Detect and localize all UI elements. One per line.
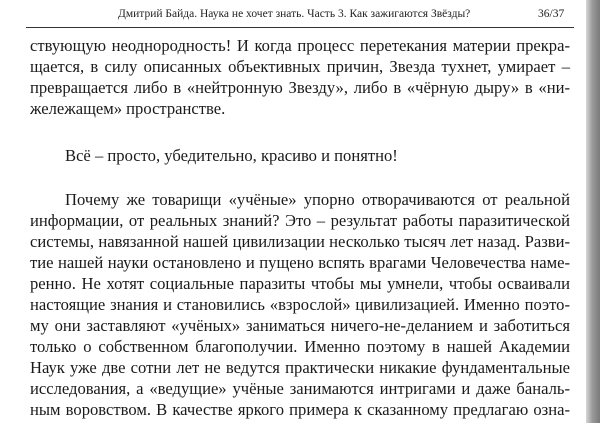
- text-line: только о собственном благополучии. Именно поэтому в нашей Академии: [30, 337, 570, 356]
- text-line: ренно. Не хотят социальные паразиты чтобы мы умнели, чтобы осваивали: [30, 274, 570, 293]
- text-line: системы, навязанной нашей цивилизации несколько тысяч лет назад. Разви-: [30, 232, 570, 251]
- text-line: Всё – просто, убедительно, красиво и понятно!: [65, 146, 398, 165]
- text-line: жележащем» пространстве.: [30, 99, 226, 118]
- header-rule: [26, 27, 574, 28]
- text-line: тие нашей науки остановлено и пущено вспять врагами Человечества наме-: [30, 253, 570, 272]
- text-line: ным воровством. В качестве яркого примера к сказанному предлагаю озна-: [30, 400, 570, 419]
- text-line: му они заставляют «учёных» заниматься ничего-не-деланием и заботиться: [30, 316, 570, 335]
- text-line: Почему же товарищи «учёные» упорно отворачиваются от реальной: [65, 190, 570, 209]
- text-line: исследования, а «ведущие» учёные занимаются интригами и даже баналь-: [30, 379, 570, 398]
- text-line: Наук уже две сотни лет не ведутся практически никакие фундаментальные: [30, 358, 570, 377]
- page-number: 36/37: [538, 8, 565, 20]
- page-edge-shadow: [586, 0, 600, 423]
- page-header: [0, 0, 586, 30]
- text-line: щается, в силу описанных объективных причин, Звезда тухнет, умирает –: [30, 57, 570, 76]
- text-line: превращается либо в «нейтронную Звезду», либо в «чёрную дыру» в «ни-: [30, 78, 570, 97]
- text-line: настоящие знания и становились «взрослой» цивилизацией. Именно поэто-: [30, 295, 570, 314]
- running-title: Дмитрий Байда. Наука не хочет знать. Часть 3. Как зажигаются Звёзды?: [118, 8, 471, 20]
- text-line: информации, от реальных знаний? Это – результат работы паразитической: [30, 211, 570, 230]
- text-line: ствующую неоднородность! И когда процесс перетекания материи прекра-: [30, 36, 570, 55]
